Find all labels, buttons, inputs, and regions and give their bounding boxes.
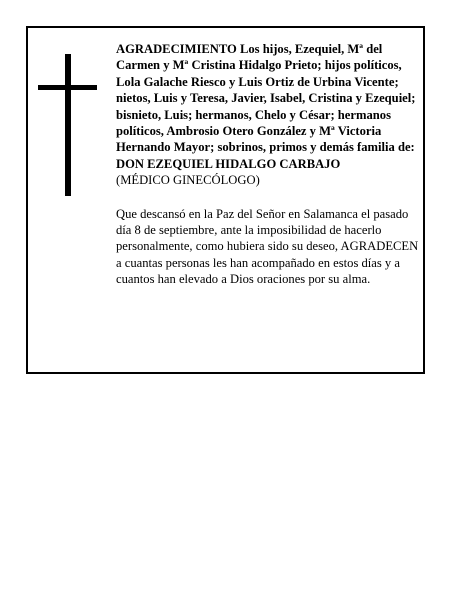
- deceased-name: DON EZEQUIEL HIDALGO CARBAJO: [116, 156, 341, 171]
- notice-text: [116, 41, 421, 288]
- deceased-profession: (MÉDICO GINECÓLOGO): [116, 173, 260, 188]
- cross-icon: [65, 54, 71, 196]
- thanks-notice-box: [26, 26, 425, 374]
- cross-icon-bar: [38, 85, 97, 90]
- acknowledgement-paragraph: AGRADECIMIENTO Los hijos, Ezequiel, Mª del Carmen y Mª Cristina Hidalgo Prieto; hijos políticos, Lola Galache Riesco y Luis Ortiz de Urbina Vicente; nietos, Luis y Teresa, Javier, Isabel, Cristina y Ezequiel; bisnieto, Luis; hermanos, Chelo y César; hermanos políticos, Ambrosio Otero González y Mª Victoria Hernando Mayor; sobrinos, primos y demás familia de:: [116, 42, 416, 155]
- thanks-paragraph: Que descansó en la Paz del Señor en Salamanca el pasado día 8 de septiembre, ante la imposibilidad de hacerlo personalmente, como hubiera sido su deseo, AGRADECEN a cuantas personas les han acompañado en estos días y a cuantos han elevado a Dios oraciones por su alma.: [116, 206, 419, 287]
